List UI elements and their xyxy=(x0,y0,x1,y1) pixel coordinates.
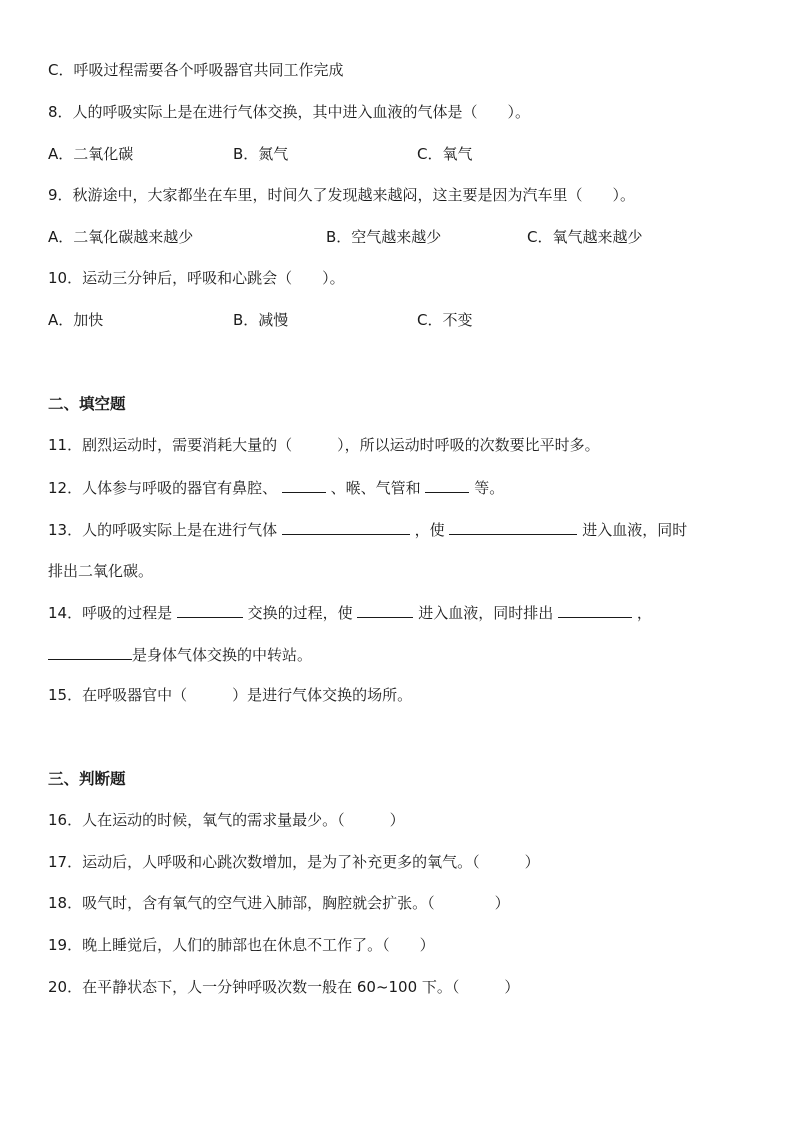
q14-blank-2[interactable] xyxy=(357,602,413,618)
q12-blank-2[interactable] xyxy=(425,477,469,493)
q12-text-2: 、喉、气管和 xyxy=(330,479,421,497)
question-9: 9．秋游途中，大家都坐在车里，时间久了发现越来越闷，这主要是因为汽车里（ ）。 xyxy=(48,186,636,204)
q14-blank-3[interactable] xyxy=(558,602,632,618)
section-true-false-title: 三、判断题 xyxy=(48,770,126,788)
question-16: 16．人在运动的时候，氧气的需求量最少。（ ） xyxy=(48,811,405,829)
question-10: 10．运动三分钟后，呼吸和心跳会（ ）。 xyxy=(48,269,345,287)
section-fill-in-title: 二、填空题 xyxy=(48,395,126,413)
q14-text-3: 进入血液，同时排出 xyxy=(418,604,554,622)
q13-text-3: 进入血液，同时 xyxy=(582,521,688,539)
question-14 xyxy=(48,602,652,623)
q12-text-1: 12．人体参与呼吸的器官有鼻腔、 xyxy=(48,479,278,497)
q10-option-b: B．减慢 xyxy=(233,311,289,329)
question-20: 20．在平静状态下，人一分钟呼吸次数一般在 60~100 下。（ ） xyxy=(48,978,520,996)
q14-text-1: 14．呼吸的过程是 xyxy=(48,604,173,622)
question-15: 15．在呼吸器官中（ ）是进行气体交换的场所。 xyxy=(48,686,413,704)
q13-line-2: 排出二氧化碳。 xyxy=(48,562,154,580)
q13-blank-2[interactable] xyxy=(449,519,577,535)
q12-text-3: 等。 xyxy=(474,479,505,497)
q10-option-a: A．加快 xyxy=(48,311,104,329)
q9-option-c: C．氧气越来越少 xyxy=(527,228,643,246)
q14-line-2 xyxy=(48,644,312,665)
question-12 xyxy=(48,477,504,498)
q13-text-2: ，使 xyxy=(414,521,445,539)
q7-option-c: C．呼吸过程需要各个呼吸器官共同工作完成 xyxy=(48,61,344,79)
q8-option-a: A．二氧化碳 xyxy=(48,145,134,163)
q14-blank-1[interactable] xyxy=(177,602,243,618)
question-13 xyxy=(48,519,687,540)
q13-blank-1[interactable] xyxy=(282,519,410,535)
question-18: 18．吸气时，含有氧气的空气进入肺部，胸腔就会扩张。（ ） xyxy=(48,894,510,912)
q14-text-5: 是身体气体交换的中转站。 xyxy=(132,646,313,664)
q12-blank-1[interactable] xyxy=(282,477,326,493)
q14-text-2: 交换的过程，使 xyxy=(247,604,353,622)
question-8: 8．人的呼吸实际上是在进行气体交换，其中进入血液的气体是（ ）。 xyxy=(48,103,531,121)
q9-option-a: A．二氧化碳越来越少 xyxy=(48,228,194,246)
q14-text-4: ， xyxy=(636,604,652,622)
question-11: 11．剧烈运动时，需要消耗大量的（ ），所以运动时呼吸的次数要比平时多。 xyxy=(48,436,600,454)
q14-blank-4[interactable] xyxy=(48,644,132,660)
q8-option-b: B．氮气 xyxy=(233,145,289,163)
question-19: 19．晚上睡觉后，人们的肺部也在休息不工作了。（ ） xyxy=(48,936,435,954)
q10-option-c: C．不变 xyxy=(417,311,473,329)
q13-text-1: 13．人的呼吸实际上是在进行气体 xyxy=(48,521,278,539)
q8-option-c: C．氧气 xyxy=(417,145,473,163)
q9-option-b: B．空气越来越少 xyxy=(326,228,442,246)
question-17: 17．运动后，人呼吸和心跳次数增加，是为了补充更多的氧气。（ ） xyxy=(48,853,540,871)
